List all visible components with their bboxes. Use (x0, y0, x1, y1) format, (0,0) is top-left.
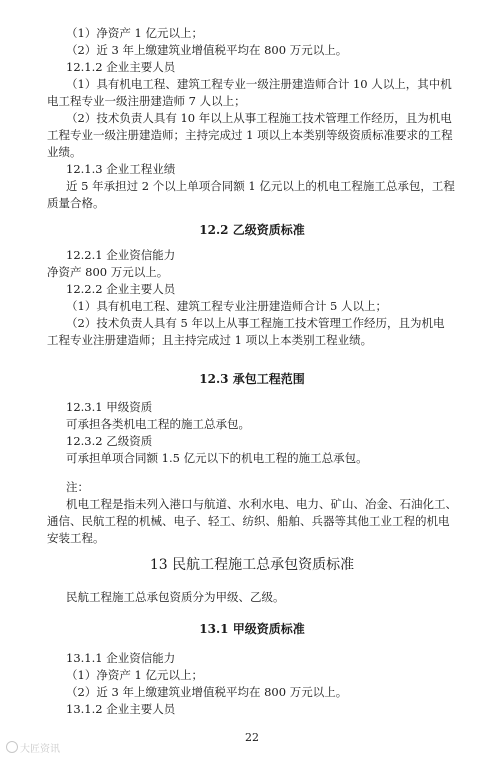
text-line: 业绩。 (47, 145, 82, 159)
text-line: （2）近 3 年上缴建筑业增值税平均在 800 万元以上。 (66, 685, 348, 699)
text-line: 净资产 800 万元以上。 (47, 265, 169, 279)
text-line: 工程专业注册建造师；且主持完成过 1 项以上本类别工程业绩。 (47, 333, 373, 347)
clause-heading: 12.3.1 甲级资质 (66, 400, 153, 414)
text-line: 工程专业一级注册建造师；主持完成过 1 项以上本类别等级资质标准要求的工程 (47, 128, 453, 142)
clause-heading: 13.1.2 企业主要人员 (66, 702, 176, 716)
clause-heading: 12.1.2 企业主要人员 (66, 60, 176, 74)
text-line: （1）净资产 1 亿元以上； (66, 668, 203, 682)
text-line: （2）近 3 年上缴建筑业增值税平均在 800 万元以上。 (66, 43, 348, 57)
text-line: （2）技术负责人具有 10 年以上从事工程施工技术管理工作经历，且为机电 (66, 111, 452, 125)
watermark-logo-icon (6, 741, 18, 753)
text-line: 近 5 年承担过 2 个以上单项合同额 1 亿元以上的机电工程施工总承包，工程 (66, 179, 455, 193)
watermark (6, 740, 60, 755)
text-line: （1）具有机电工程、建筑工程专业一级注册建造师合计 10 人以上，其中机 (66, 77, 452, 91)
page-number: 22 (245, 731, 259, 744)
text-line: 民航工程施工总承包资质分为甲级、乙级。 (66, 590, 285, 604)
clause-heading: 12.1.3 企业工程业绩 (66, 162, 176, 176)
text-line: （1）具有机电工程、建筑工程专业注册建造师合计 5 人以上； (66, 299, 387, 313)
clause-heading: 12.3.2 乙级资质 (66, 434, 153, 448)
text-line: 安装工程。 (47, 531, 105, 545)
clause-heading: 12.2.1 企业资信能力 (66, 248, 176, 262)
text-line: 机电工程是指未列入港口与航道、水利水电、电力、矿山、冶金、石油化工、 (66, 497, 457, 511)
text-line: 可承担单项合同额 1.5 亿元以下的机电工程的施工总承包。 (66, 451, 368, 465)
section-heading: 13.1 甲级资质标准 (199, 622, 305, 636)
text-line: （1）净资产 1 亿元以上； (66, 26, 203, 40)
section-heading: 12.2 乙级资质标准 (199, 223, 305, 237)
chapter-title: 13 民航工程施工总承包资质标准 (149, 557, 355, 573)
section-heading: 12.3 承包工程范围 (199, 372, 305, 386)
text-line: 通信、民航工程的机械、电子、轻工、纺织、船舶、兵器等其他工业工程的机电 (47, 514, 450, 528)
clause-heading: 12.2.2 企业主要人员 (66, 282, 176, 296)
text-line: （2）技术负责人具有 5 年以上从事工程施工技术管理工作经历，且为机电 (66, 316, 445, 330)
text-line: 可承担各类机电工程的施工总承包。 (66, 417, 250, 431)
text-line: 电工程专业一级注册建造师 7 人以上； (47, 94, 246, 108)
text-line: 质量合格。 (47, 196, 105, 210)
clause-heading: 13.1.1 企业资信能力 (66, 651, 176, 665)
note-label: 注： (66, 480, 89, 494)
watermark-text: 大匠资讯 (20, 744, 60, 755)
